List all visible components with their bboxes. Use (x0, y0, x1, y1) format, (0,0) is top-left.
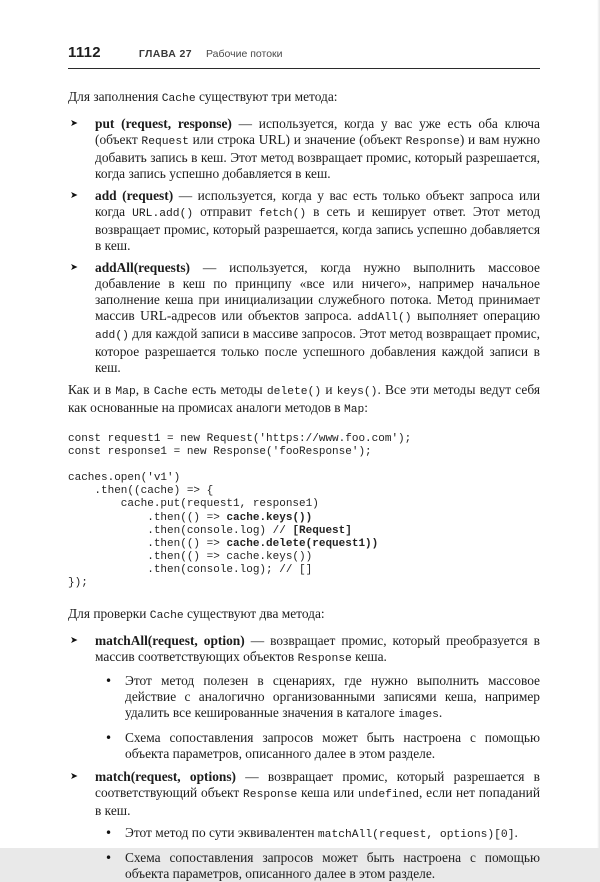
bullet-item (68, 188, 540, 254)
inline-code: fetch() (258, 208, 307, 220)
inline-code: Map (343, 404, 365, 416)
running-head (68, 44, 540, 69)
arrow-bullet-icon: ➤ (70, 262, 78, 273)
text-run: caches.open('v1') (68, 472, 181, 485)
text-run: отправит (193, 204, 259, 219)
arrow-bullet-icon: ➤ (70, 771, 78, 783)
code-block (68, 433, 540, 590)
bullet-item (68, 769, 540, 819)
bullet-item (68, 260, 540, 376)
text-run: cache.put(request1, response1) (68, 498, 319, 511)
text-run: .then(() => (68, 537, 227, 550)
code-line (68, 512, 540, 525)
text-run: , если нет попаданий в кеш. (95, 785, 540, 819)
text-run: .then(console.log); // [] (68, 563, 313, 576)
inline-code: addAll() (357, 312, 412, 324)
sub-bullet-item (105, 825, 540, 843)
code-line (68, 551, 540, 564)
text-run: . Все эти методы ведут себя как основанные на промисах аналоги методов в (68, 382, 540, 415)
text-run: .then((cache) => { (68, 485, 214, 498)
inline-code: delete() (266, 386, 322, 398)
chapter-label: ГЛАВА 27 (138, 48, 193, 60)
text-run: .then(() => (68, 511, 227, 524)
content-root (68, 89, 540, 882)
inline-code: add() (95, 330, 129, 342)
text-run: Схема сопоставления запросов может быть настроена с помощью объекта параметров, описанного далее в этом разделе. (125, 730, 540, 762)
inline-code: undefined (358, 789, 420, 802)
sub-bullet-item (105, 673, 540, 723)
text-run: — используется, когда у вас уже есть оба ключа (объект (95, 116, 540, 147)
text-run: }); (68, 577, 88, 590)
inline-code: Response (297, 653, 352, 666)
text-run: — возвращает промис, который разрешается в соответствующий объект (95, 769, 540, 801)
code-line (68, 577, 540, 590)
text-run: .then(() => cache.keys()) (68, 550, 313, 563)
text-run: в сеть и кеширует ответ. Этот метод возвращает промис, который разрешается, когда запись успешно добавляется в кеш. (95, 204, 541, 253)
inline-code: Cache (161, 93, 196, 105)
inline-code: images (398, 709, 439, 722)
bullet-item-text (95, 633, 540, 667)
inline-code: cache.keys()) (226, 511, 313, 524)
bullet-item-text (95, 260, 540, 376)
chapter-title: Рабочие потоки (206, 48, 283, 60)
bold-lead-text: matchAll(request, option) (95, 633, 245, 649)
text-run: существуют два метода: (183, 606, 325, 622)
code-line (68, 433, 540, 446)
bullet-item-text (95, 116, 540, 182)
sub-bullet-item-text (125, 850, 540, 882)
code-line (68, 564, 540, 577)
code-line (68, 485, 540, 498)
text-run: .then(console.log) // (68, 524, 293, 537)
paragraph (68, 382, 540, 418)
text-run: . (438, 705, 443, 721)
inline-code: Response (243, 789, 298, 802)
text-run: для каждой записи в массиве запросов. Этот метод возвращает промис, которое разрешается только после успешного добавления каждой записи в кеш. (95, 326, 540, 375)
dot-bullet-icon: • (105, 674, 113, 689)
text-run: : (364, 400, 369, 415)
dot-bullet-icon: • (105, 731, 113, 746)
code-line (68, 538, 540, 551)
code-line (68, 498, 540, 511)
inline-code: Cache (149, 610, 184, 623)
sub-bullet-item-text (125, 825, 540, 843)
code-line (68, 459, 540, 472)
bold-lead-text: add (request) (95, 188, 174, 203)
arrow-bullet-icon: ➤ (70, 190, 78, 201)
bullet-item (68, 116, 540, 182)
text-run: const response1 = new Response('fooResponse'); (68, 446, 372, 459)
text-run: Для заполнения (68, 89, 162, 104)
code-line (68, 472, 540, 485)
text-run: — используется, когда нужно выполнить массовое добавление в кеш по принципу «все или ничего», например начальное заполнение кеша при инициализации служебного потока. Метод принимает массив URL-адресов или объектов запроса. (95, 260, 540, 323)
dot-bullet-icon: • (105, 851, 113, 866)
text-run: — используется, когда у вас есть только объект запроса или когда (95, 188, 540, 219)
inline-code: keys() (336, 386, 378, 398)
bold-lead-text: put (request, response) (95, 116, 232, 131)
sub-bullet-item-text (125, 730, 540, 762)
text-run: ) и вам нужно добавить запись в кеш. Этот метод возвращает промис, который разрешается, когда запись успешно добавляется в кеш. (95, 132, 541, 181)
dot-bullet-icon: • (105, 826, 113, 841)
bullet-item (68, 633, 540, 667)
sub-bullet-item-text (125, 673, 540, 723)
inline-code: matchAll(request, options)[0] (317, 829, 515, 842)
text-run: Этот метод полезен в сценариях, где нужно выполнить массовое действие с аналогично организованными записями кеша, например удалить все кешированные значения в каталоге (125, 673, 540, 721)
bold-lead-text: addAll(requests) (95, 260, 190, 275)
text-run: существуют три метода: (195, 89, 338, 104)
text-run: выполняет операцию (411, 308, 540, 323)
text-run: есть методы (187, 382, 267, 397)
inline-code: Request (141, 136, 189, 148)
code-line (68, 525, 540, 538)
inline-code: Map (115, 386, 136, 398)
text-run: . (514, 825, 518, 841)
inline-code: URL.add() (132, 208, 194, 220)
bullet-item-text (95, 769, 540, 819)
arrow-bullet-icon: ➤ (70, 118, 78, 129)
paragraph (68, 89, 540, 107)
text-run: Как и в (68, 382, 116, 397)
sub-bullet-item (105, 850, 540, 882)
inline-code: Response (405, 136, 460, 148)
text-run: Этот метод по сути эквивалентен (125, 825, 318, 841)
inline-code: Cache (153, 386, 188, 398)
arrow-bullet-icon: ➤ (70, 635, 78, 647)
text-run: или строка URL) и значение (объект (188, 132, 406, 147)
page-number: 1112 (68, 44, 101, 61)
bullet-item-text (95, 188, 540, 254)
inline-code: cache.delete(request1)) (226, 537, 379, 550)
text-run: Схема сопоставления запросов может быть настроена с помощью объекта параметров, описанного далее в этом разделе. (125, 850, 540, 882)
text-run: — возвращает промис, который преобразуется в массив соответствующих объектов (95, 633, 540, 665)
text-run: кеша. (351, 649, 387, 665)
bold-lead-text: match(request, options) (95, 769, 237, 785)
text-run: Для проверки (68, 606, 150, 622)
text-run: и (321, 382, 337, 397)
sub-bullet-item (105, 730, 540, 762)
inline-code: [Request] (292, 524, 352, 537)
text-run: , в (135, 382, 154, 397)
code-line (68, 446, 540, 459)
text-run: const request1 = new Request('https://www.foo.com'); (68, 433, 412, 445)
paragraph (68, 606, 540, 624)
text-run: кеша или (297, 785, 358, 801)
